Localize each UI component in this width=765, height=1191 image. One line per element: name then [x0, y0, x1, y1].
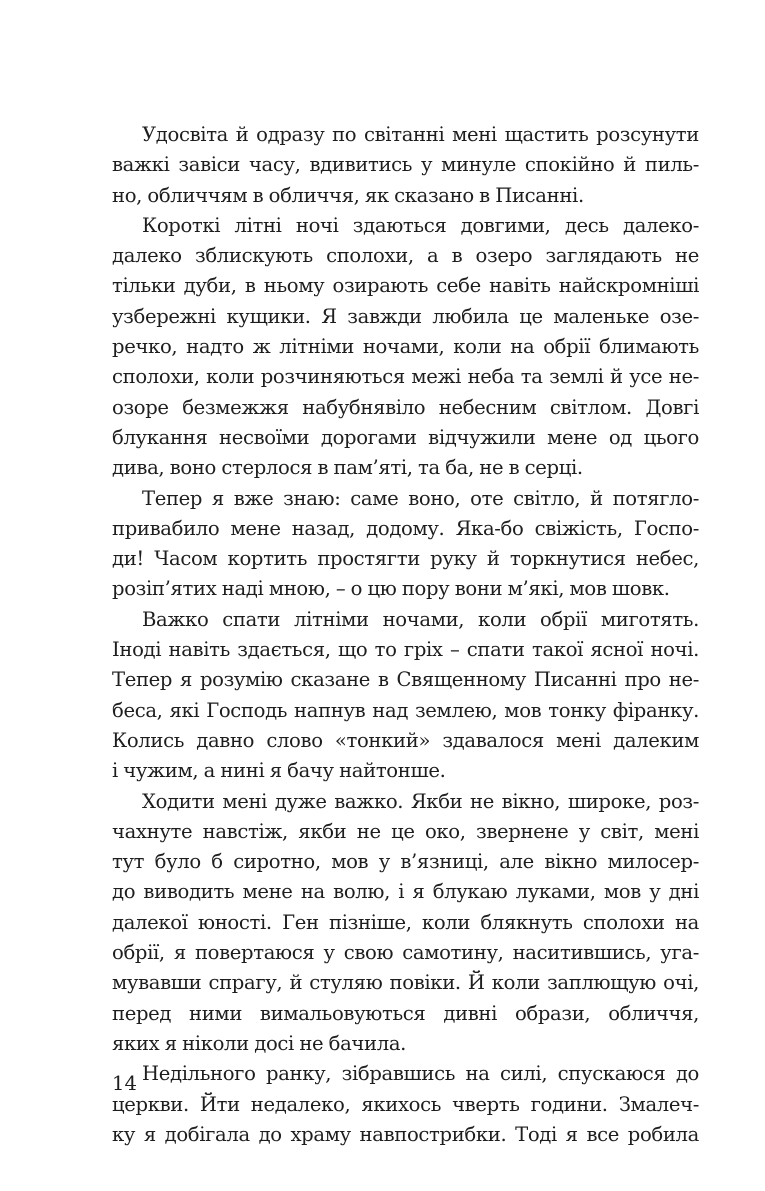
- paragraph: [112, 484, 699, 605]
- paragraph: [112, 1059, 699, 1150]
- text-line: мувавши спрагу, й стуляю повіки. Й коли заплющую очі,: [112, 971, 699, 995]
- text-line: Тепер я вже знаю: саме воно, оте світло, й потягло-: [142, 486, 699, 510]
- paragraph: [112, 787, 699, 1060]
- page-number: 14: [112, 1072, 137, 1095]
- text-line: Колись давно слово «тонкий» здавалося мені далеким: [112, 728, 699, 752]
- text-line: ди! Часом кортить простягти руку й торкнутися небес,: [112, 547, 699, 571]
- text-line: далеко зблискують сполохи, а в озеро заглядають не: [112, 244, 699, 268]
- text-line: тут було б сиротно, мов у в’язниці, але вікно милосер-: [112, 850, 699, 874]
- text-line: обрії, я повертаюся у свою самотину, наситившись, уга-: [112, 941, 699, 965]
- text-line: яких я ніколи досі не бачила.: [112, 1031, 407, 1055]
- text-line: важкі завіси часу, вдивитись у минуле спокійно й пиль-: [112, 153, 699, 177]
- text-line: узбережні кущики. Я завжди любила це маленьке озе-: [112, 304, 699, 328]
- text-line: но, обличчям в обличчя, як сказано в Писанні.: [112, 183, 584, 207]
- paragraph: [112, 605, 699, 787]
- body-text: [112, 120, 699, 1150]
- text-line: дива, воно стерлося в пам’яті, та ба, не в серці.: [112, 456, 583, 480]
- text-line: тільки дуби, в ньому озирають себе навіть найскромніші: [112, 274, 699, 298]
- text-line: Важко спати літніми ночами, коли обрії миготять.: [142, 607, 699, 631]
- text-line: і чужим, а нині я бачу найтонше.: [112, 759, 446, 783]
- text-line: далекої юності. Ген пізніше, коли блякнуть сполохи на: [112, 910, 699, 934]
- text-line: Іноді навіть здається, що то гріх – спати такої ясної ночі.: [112, 638, 699, 662]
- text-line: церкви. Йти недалеко, якихось чверть години. Змалеч-: [112, 1092, 699, 1116]
- text-line: блукання несвоїми дорогами відчужили мене од цього: [112, 425, 699, 449]
- text-line: Удосвіта й одразу по світанні мені щастить розсунути: [142, 123, 699, 146]
- text-line: Ходити мені дуже важко. Якби не вікно, широке, роз-: [142, 789, 699, 813]
- text-line: ку я добігала до храму навпострибки. Тоді я все робила: [112, 1122, 699, 1146]
- paragraph: [112, 211, 699, 484]
- text-line: Короткі літні ночі здаються довгими, десь далеко-: [142, 213, 699, 237]
- text-line: розіп’ятих наді мною, – о цю пору вони м’які, мов шовк.: [112, 577, 670, 601]
- text-line: до виводить мене на волю, і я блукаю луками, мов у дні: [112, 880, 699, 904]
- text-line: сполохи, коли розчиняються межі неба та землі й усе не-: [112, 365, 699, 389]
- text-line: чахнуте навстіж, якби не це око, звернене у світ, мені: [112, 819, 699, 843]
- text-line: привабило мене назад, додому. Яка-бо свіжість, Госпо-: [112, 516, 699, 540]
- text-line: беса, які Господь напнув над землею, мов тонку фіранку.: [112, 698, 699, 722]
- paragraph: [112, 120, 699, 211]
- text-line: Недільного ранку, зібравшись на силі, спускаюся до: [142, 1062, 699, 1086]
- text-line: Тепер я розумію сказане в Священному Писанні про не-: [112, 668, 699, 692]
- text-line: перед ними вимальовуються дивні образи, обличчя,: [112, 1001, 699, 1025]
- text-line: речко, надто ж літніми ночами, коли на обрії блимають: [112, 335, 699, 359]
- text-line: озоре безмежжя набубнявіло небесним світлом. Довгі: [112, 395, 699, 419]
